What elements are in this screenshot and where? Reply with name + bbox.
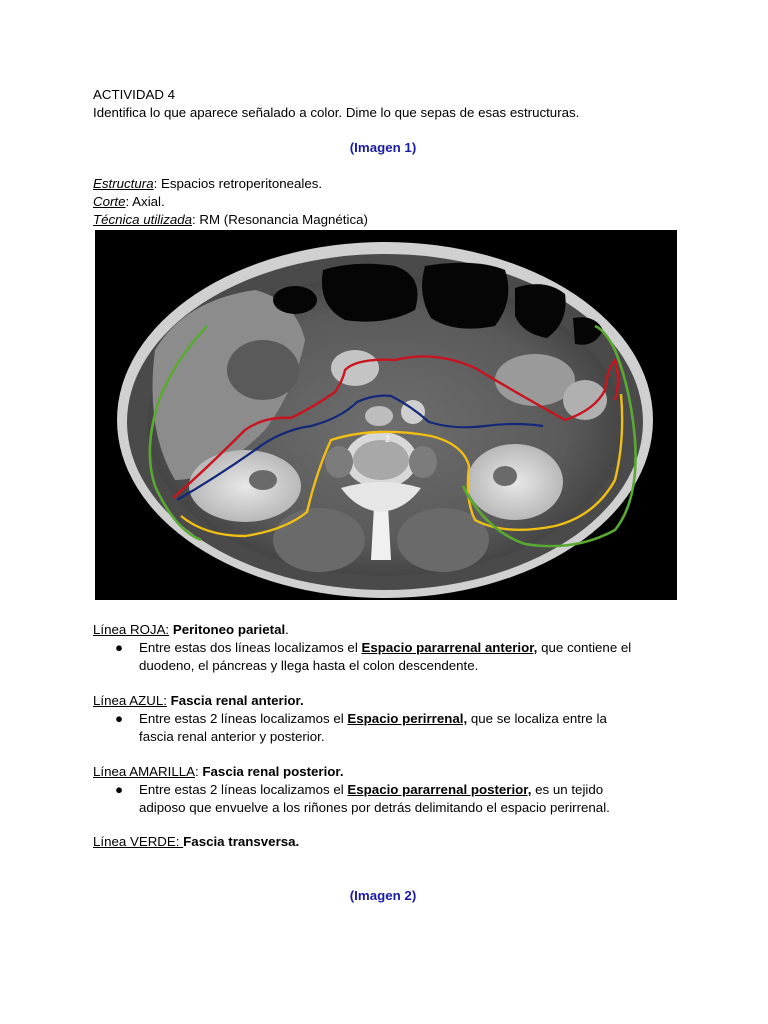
section-red-bullet	[93, 639, 683, 675]
axial-scan-svg	[95, 230, 677, 600]
bowel-loop-1	[331, 350, 379, 386]
section-yellow	[93, 763, 683, 817]
green-line-title: Fascia transversa.	[183, 834, 300, 849]
space-name: Espacio pararrenal posterior,	[347, 782, 532, 797]
text-after: que se localiza entre la	[467, 711, 607, 726]
axial-scan-image	[95, 230, 677, 600]
text-before: Entre estas 2 líneas localizamos el	[139, 711, 348, 726]
instructions: Identifica lo que aparece señalado a color. Dime lo que sepas de esas estructuras.	[93, 105, 580, 120]
technique-value: : RM (Resonancia Magnética)	[192, 212, 368, 227]
image2-caption: (Imagen 2)	[349, 888, 417, 903]
yellow-line-sep: :	[195, 764, 203, 779]
bullet-dot: ●	[115, 782, 124, 797]
section-blue-heading	[93, 692, 683, 710]
section-green	[93, 833, 683, 851]
yellow-line-title: Fascia renal posterior.	[202, 764, 344, 779]
text-after: que contiene el	[537, 640, 632, 655]
bowel-loop-2	[495, 354, 575, 406]
section-red-heading	[93, 621, 683, 639]
text-before: Entre estas dos líneas localizamos el	[139, 640, 362, 655]
text-before: Entre estas 2 líneas localizamos el	[139, 782, 348, 797]
right-kidney-hilum	[249, 470, 277, 490]
text-after: es un tejido	[531, 782, 604, 797]
structure-value: : Espacios retroperitoneales.	[153, 176, 323, 191]
red-line-label: Línea ROJA:	[93, 622, 170, 637]
yellow-line-label: Línea AMARILLA	[93, 764, 196, 779]
bullet-text-line1	[139, 710, 683, 728]
left-kidney	[467, 444, 563, 520]
cut-label: Corte	[93, 194, 126, 209]
section-blue	[93, 692, 683, 746]
section-yellow-heading	[93, 763, 683, 781]
blue-line-title: Fascia renal anterior.	[170, 693, 304, 708]
technique-label: Técnica utilizada	[93, 212, 193, 227]
bowel-gas-1	[322, 264, 418, 322]
vertebral-body-core	[353, 440, 409, 480]
bullet-dot: ●	[115, 640, 124, 655]
section-yellow-bullet	[93, 781, 683, 817]
bowel-gas-5	[273, 286, 317, 314]
left-kidney-hilum	[493, 466, 517, 486]
blue-line-label: Línea AZUL:	[93, 693, 167, 708]
technique-line	[93, 211, 368, 229]
bullet-text-line2: adiposo que envuelve a los riñones por detrás delimitando el espacio perirrenal.	[139, 800, 610, 815]
right-kidney	[189, 450, 301, 522]
bullet-text-line1	[139, 781, 683, 799]
scan-marker-2: 2	[385, 434, 391, 444]
activity-title: ACTIVIDAD 4	[93, 87, 176, 102]
right-psoas	[409, 446, 437, 478]
red-line-title: Peritoneo parietal	[172, 622, 286, 637]
structure-line	[93, 175, 368, 193]
bullet-text-line1	[139, 639, 683, 657]
space-name: Espacio perirrenal,	[347, 711, 468, 726]
bowel-loop-3	[563, 380, 607, 420]
cut-value: : Axial.	[125, 194, 165, 209]
space-name: Espacio pararrenal anterior,	[361, 640, 538, 655]
red-line-title-suffix: .	[285, 622, 289, 637]
vena-cava	[365, 406, 393, 426]
bullet-text-line2: duodeno, el páncreas y llega hasta el colon descendente.	[139, 658, 479, 673]
green-line-label: Línea VERDE:	[93, 834, 184, 849]
bowel-gas-2	[422, 263, 508, 329]
bullet-text-line2: fascia renal anterior y posterior.	[139, 729, 325, 744]
document-page	[93, 86, 683, 122]
right-paraspinal-muscle	[397, 508, 489, 572]
bullet-dot: ●	[115, 711, 124, 726]
structure-label: Estructura	[93, 176, 154, 191]
section-green-heading	[93, 833, 683, 851]
cut-line	[93, 193, 368, 211]
image1-caption: (Imagen 1)	[349, 140, 417, 155]
gallbladder	[227, 340, 299, 400]
section-red	[93, 621, 683, 675]
image1-metadata	[93, 175, 368, 229]
left-psoas	[325, 446, 353, 478]
section-blue-bullet	[93, 710, 683, 746]
left-paraspinal-muscle	[273, 508, 365, 572]
